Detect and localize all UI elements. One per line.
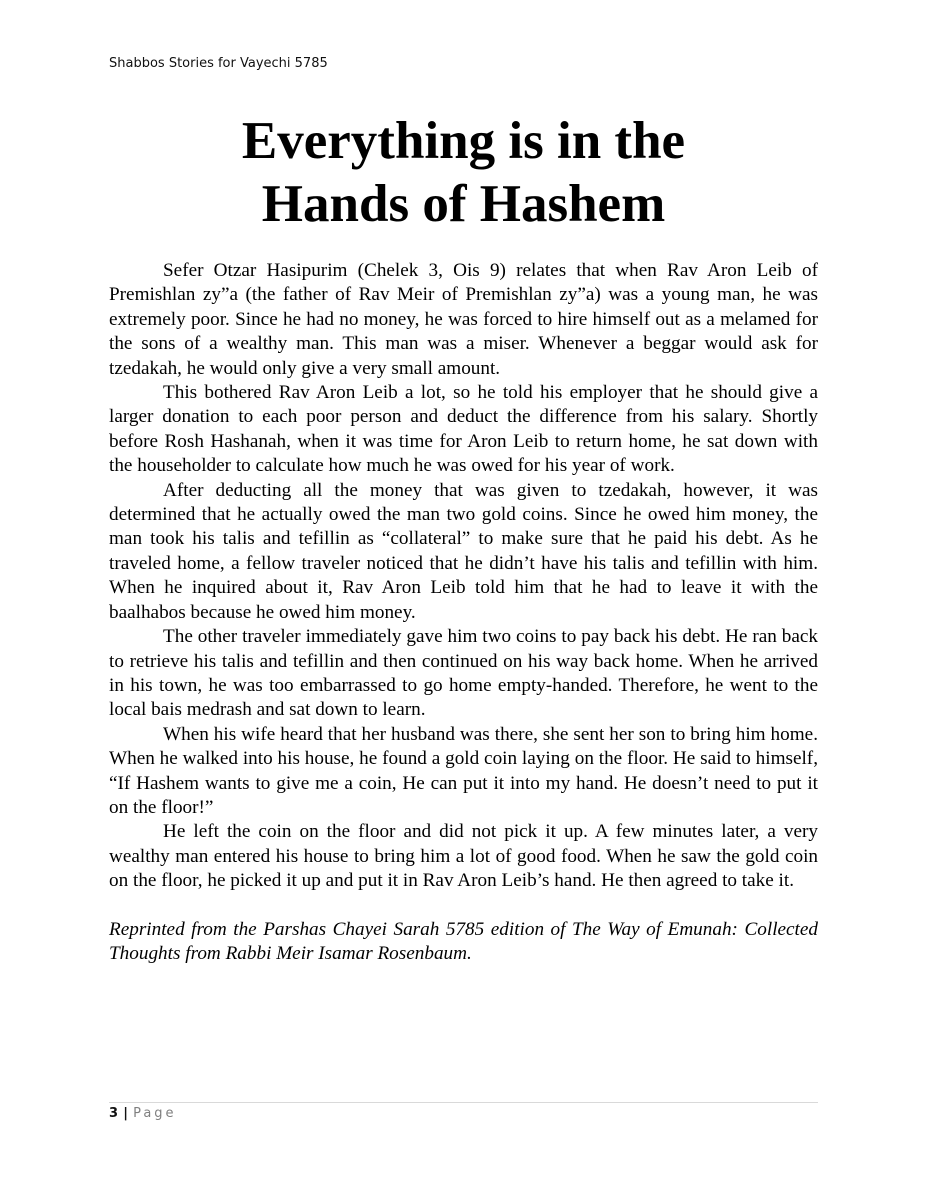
article-title-line-2: Hands of Hashem <box>261 175 666 233</box>
body-paragraph: The other traveler immediately gave him two coins to pay back his debt. He ran back to retrieve his talis and tefillin and then continued on his way back home. When he arrived in his town, he was too embarrassed to go home empty-handed. Therefore, he went to the local bais medrash and sat down to learn. <box>109 626 818 721</box>
body-paragraph: After deducting all the money that was given to tzedakah, however, it was determined that he actually owed the man two gold coins. Since he owed him money, the man took his talis and tefillin as “collateral” to make sure that he paid his debt. As he traveled home, a fellow traveler noticed that he didn’t have his talis and tefillin with him. When he inquired about it, Rav Aron Leib told him that he had to leave it with the baalhabos because he owed him money. <box>109 479 818 623</box>
body-paragraph: When his wife heard that her husband was there, she sent her son to bring him home. When he walked into his house, he found a gold coin laying on the floor. He said to himself, “If Hashem wants to give me a coin, He can put it into my hand. He doesn’t need to put it on the floor!” <box>109 723 818 818</box>
page-separator: | <box>123 1106 129 1121</box>
reprint-credit: Reprinted from the Parshas Chayei Sarah 5785 edition of The Way of Emunah: Collected Thoughts from Rabbi Meir Isamar Rosenbaum. <box>109 918 818 965</box>
article-body <box>109 259 818 967</box>
page-number: 3 <box>109 1106 119 1121</box>
footer-divider <box>109 1102 818 1103</box>
article-title-line-1: Everything is in the <box>241 112 686 170</box>
page-footer <box>109 1106 177 1121</box>
page-label: Page <box>133 1106 177 1121</box>
body-paragraph: Sefer Otzar Hasipurim (Chelek 3, Ois 9) relates that when Rav Aron Leib of Premishlan zy”a (the father of Rav Meir of Premishlan zy”a) was a young man, he was extremely poor. Since he had no money, he was forced to hire himself out as a melamed for the sons of a wealthy man. This man was a miser. Whenever a beggar would ask for tzedakah, he would only give a very small amount. <box>109 260 818 379</box>
article-title <box>109 110 818 236</box>
body-paragraph: This bothered Rav Aron Leib a lot, so he told his employer that he should give a larger donation to each poor person and deduct the difference from his salary. Shortly before Rosh Hashanah, when it was time for Aron Leib to return home, he sat down with the householder to calculate how much he was owed for his year of work. <box>109 382 818 477</box>
body-paragraph: He left the coin on the floor and did not pick it up. A few minutes later, a very wealthy man entered his house to bring him a lot of good food. When he saw the gold coin on the floor, he picked it up and put it in Rav Aron Leib’s hand. He then agreed to take it. <box>109 821 818 892</box>
running-header: Shabbos Stories for Vayechi 5785 <box>109 56 328 71</box>
